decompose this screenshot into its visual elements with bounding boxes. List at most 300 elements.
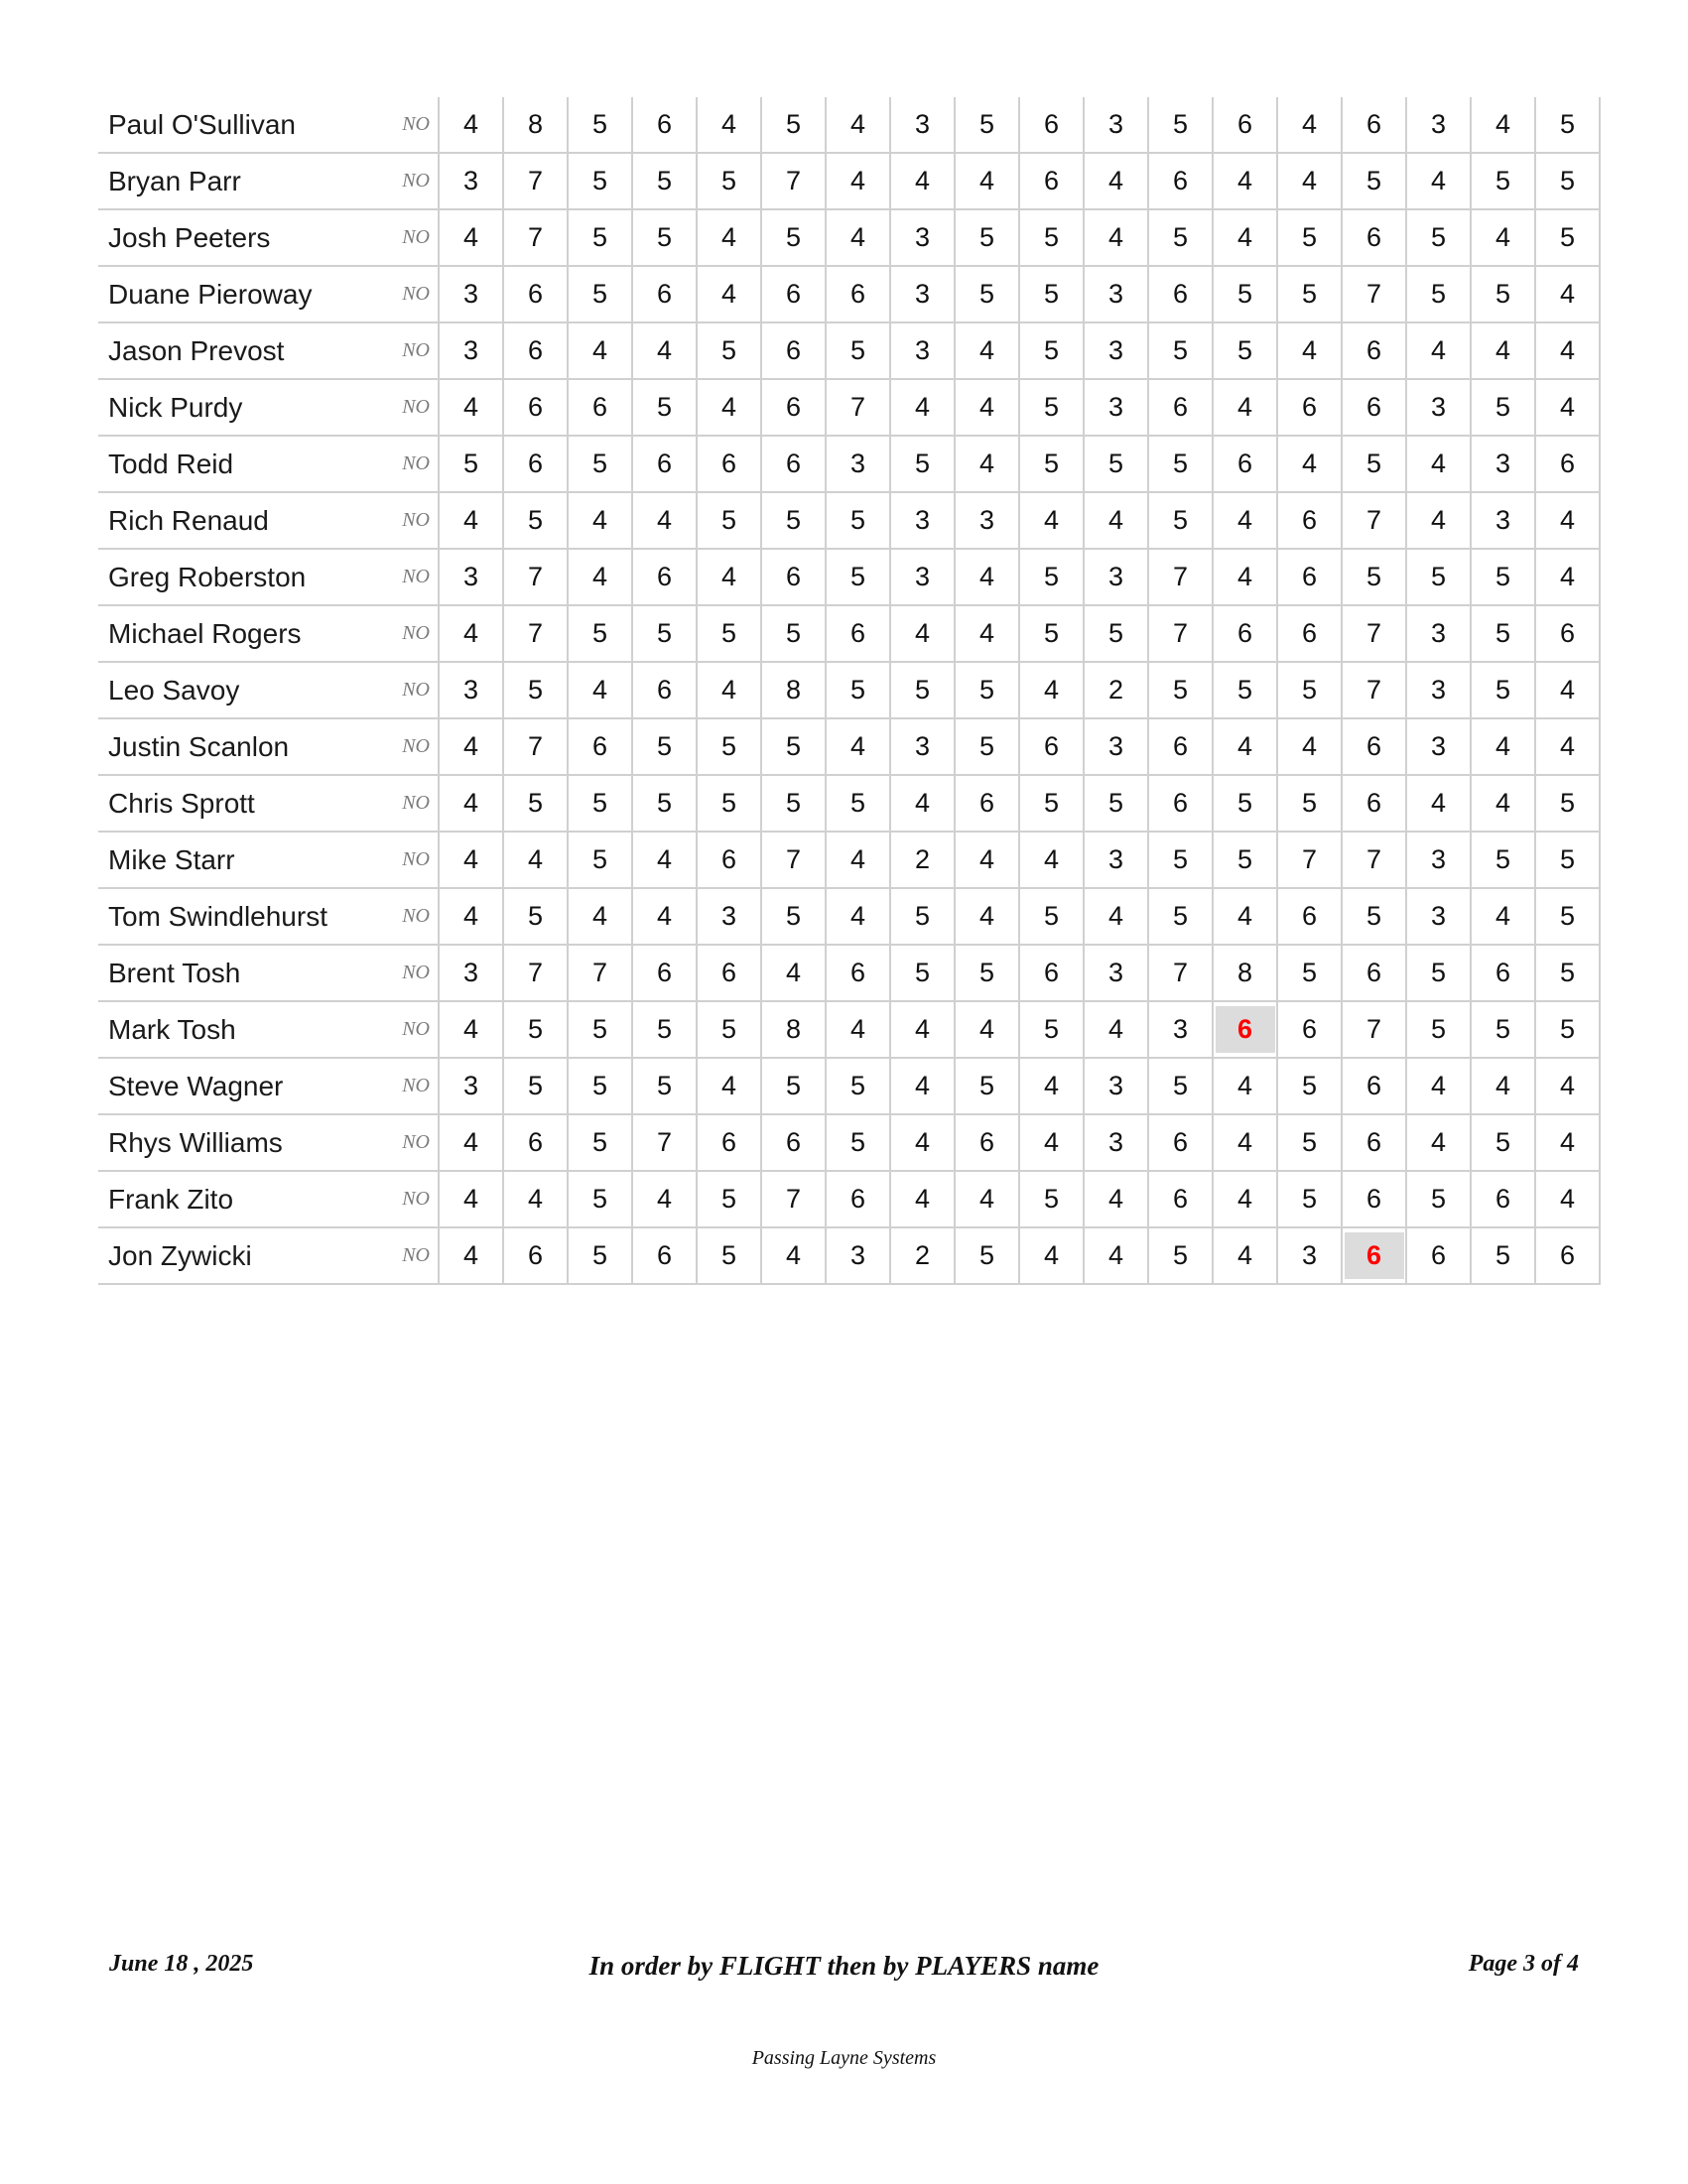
- hole-score-cell: [439, 888, 503, 945]
- hole-score: 4: [1494, 335, 1511, 365]
- hole-score-cell: [1019, 153, 1084, 209]
- hole-score-cell: [439, 266, 503, 322]
- hole-score-cell: [1342, 322, 1406, 379]
- hole-score: 6: [1365, 335, 1382, 365]
- hole-score: 2: [914, 844, 931, 874]
- hole-score-cell: [1342, 605, 1406, 662]
- hole-score: 4: [1559, 1184, 1576, 1214]
- hole-score: 6: [785, 392, 802, 422]
- hole-score: 6: [1365, 1127, 1382, 1157]
- hole-score-cell: [632, 209, 697, 266]
- hole-score: 4: [1430, 166, 1447, 195]
- hole-score-cell: [1471, 775, 1535, 832]
- hole-score: 4: [656, 844, 673, 874]
- hole-score-cell: [1342, 1001, 1406, 1058]
- hole-score-cell: [1535, 945, 1600, 1001]
- player-name: Brent Tosh: [98, 945, 342, 1001]
- hole-score-cell: [1148, 775, 1213, 832]
- hole-score: 4: [1107, 1014, 1124, 1044]
- hole-score: 3: [1107, 1071, 1124, 1100]
- hole-score: 5: [527, 505, 544, 535]
- hole-score-cell: [568, 379, 632, 436]
- hole-score: 4: [720, 222, 737, 252]
- hole-score: 6: [527, 1240, 544, 1270]
- player-name: Duane Pieroway: [98, 266, 342, 322]
- hole-score: 5: [849, 1071, 866, 1100]
- score-row: [98, 662, 1600, 718]
- hole-score-cell: [955, 945, 1019, 1001]
- hole-score: 6: [527, 279, 544, 309]
- hole-score-cell: [1277, 379, 1342, 436]
- hole-score: 5: [656, 222, 673, 252]
- hole-score: 4: [1236, 166, 1253, 195]
- hole-score: 4: [656, 1184, 673, 1214]
- hole-score-cell: [826, 97, 890, 153]
- hole-score: 5: [1494, 166, 1511, 195]
- player-name: Leo Savoy: [98, 662, 342, 718]
- hole-score-cell: [632, 1001, 697, 1058]
- hole-score-cell: [1471, 605, 1535, 662]
- player-flag: NO: [342, 379, 439, 436]
- hole-score-cell: [1213, 1114, 1277, 1171]
- hole-score: 7: [1365, 618, 1382, 648]
- hole-score: 5: [1172, 222, 1189, 252]
- hole-score: 5: [1494, 1127, 1511, 1157]
- hole-score: 5: [1043, 335, 1060, 365]
- hole-score-cell: [1342, 888, 1406, 945]
- hole-score: 5: [978, 109, 995, 139]
- hole-score: 5: [1559, 958, 1576, 987]
- player-name: Paul O'Sullivan: [98, 97, 342, 153]
- hole-score-cell: [1019, 1171, 1084, 1227]
- hole-score: 6: [849, 279, 866, 309]
- hole-score-cell: [568, 209, 632, 266]
- hole-score-cell: [439, 662, 503, 718]
- hole-score-cell: [568, 1227, 632, 1284]
- hole-score: 4: [462, 505, 479, 535]
- player-name: Nick Purdy: [98, 379, 342, 436]
- hole-score: 5: [591, 222, 608, 252]
- player-name: Tom Swindlehurst: [98, 888, 342, 945]
- hole-score-cell: [439, 1114, 503, 1171]
- score-row: [98, 832, 1600, 888]
- hole-score-cell: [632, 832, 697, 888]
- hole-score: 4: [1430, 1127, 1447, 1157]
- hole-score: 4: [849, 1014, 866, 1044]
- hole-score-cell: [1535, 1058, 1600, 1114]
- hole-score-cell: [1406, 379, 1471, 436]
- hole-score-cell: [1084, 549, 1148, 605]
- hole-score: 5: [591, 109, 608, 139]
- hole-score: 4: [1236, 1240, 1253, 1270]
- player-name: Jon Zywicki: [98, 1227, 342, 1284]
- hole-score-cell: [826, 662, 890, 718]
- hole-score: 6: [1172, 1127, 1189, 1157]
- hole-score-cell: [1213, 492, 1277, 549]
- hole-score: 4: [462, 222, 479, 252]
- hole-score-cell: [1019, 945, 1084, 1001]
- hole-score: 6: [1236, 449, 1253, 478]
- hole-score-cell: [1084, 775, 1148, 832]
- hole-score: 5: [785, 788, 802, 818]
- hole-score: 4: [1559, 505, 1576, 535]
- player-flag: NO: [342, 1227, 439, 1284]
- hole-score: 7: [1172, 618, 1189, 648]
- hole-score: 5: [1365, 449, 1382, 478]
- hole-score-cell: [439, 379, 503, 436]
- hole-score: 6: [1216, 1006, 1275, 1053]
- hole-score-cell: [761, 1001, 826, 1058]
- player-name: Justin Scanlon: [98, 718, 342, 775]
- hole-score: 5: [978, 731, 995, 761]
- hole-score-cell: [632, 888, 697, 945]
- score-row: [98, 97, 1600, 153]
- hole-score-cell: [1535, 1114, 1600, 1171]
- hole-score-cell: [1148, 266, 1213, 322]
- hole-score-cell: [1406, 775, 1471, 832]
- hole-score: 4: [978, 1014, 995, 1044]
- hole-score-cell: [761, 549, 826, 605]
- hole-score: 5: [1172, 335, 1189, 365]
- hole-score-cell: [761, 1058, 826, 1114]
- hole-score: 3: [849, 449, 866, 478]
- hole-score-cell: [890, 832, 955, 888]
- hole-score: 4: [1043, 844, 1060, 874]
- hole-score: 7: [527, 562, 544, 591]
- player-name: Frank Zito: [98, 1171, 342, 1227]
- hole-score: 6: [656, 562, 673, 591]
- hole-score-cell: [1148, 605, 1213, 662]
- hole-score-cell: [1277, 549, 1342, 605]
- hole-score-cell: [1084, 888, 1148, 945]
- hole-score-cell: [1213, 888, 1277, 945]
- hole-score: 4: [462, 731, 479, 761]
- hole-score: 5: [785, 222, 802, 252]
- hole-score-cell: [1084, 832, 1148, 888]
- hole-score-cell: [1277, 266, 1342, 322]
- hole-score: 4: [591, 562, 608, 591]
- hole-score-cell: [503, 266, 568, 322]
- hole-score-cell: [503, 97, 568, 153]
- hole-score-cell: [697, 97, 761, 153]
- hole-score-cell: [697, 266, 761, 322]
- hole-score-cell: [439, 718, 503, 775]
- hole-score-cell: [632, 945, 697, 1001]
- hole-score: 5: [978, 222, 995, 252]
- hole-score: 5: [720, 731, 737, 761]
- hole-score-cell: [1342, 832, 1406, 888]
- hole-score-cell: [632, 492, 697, 549]
- hole-score-cell: [503, 549, 568, 605]
- hole-score-cell: [761, 718, 826, 775]
- hole-score-cell: [1342, 549, 1406, 605]
- hole-score: 6: [1559, 618, 1576, 648]
- hole-score-cell: [1406, 718, 1471, 775]
- hole-score: 6: [1559, 449, 1576, 478]
- hole-score-cell: [761, 1114, 826, 1171]
- hole-score: 5: [849, 788, 866, 818]
- hole-score-cell: [1406, 662, 1471, 718]
- hole-score-cell: [761, 436, 826, 492]
- score-row: [98, 1171, 1600, 1227]
- hole-score: 4: [1494, 1071, 1511, 1100]
- hole-score: 4: [1236, 1127, 1253, 1157]
- hole-score: 4: [914, 166, 931, 195]
- hole-score: 6: [785, 562, 802, 591]
- hole-score: 3: [1107, 844, 1124, 874]
- hole-score: 5: [1301, 1127, 1318, 1157]
- hole-score-cell: [1471, 832, 1535, 888]
- hole-score-cell: [955, 492, 1019, 549]
- hole-score: 5: [720, 1014, 737, 1044]
- hole-score: 5: [1043, 1184, 1060, 1214]
- hole-score-cell: [1342, 153, 1406, 209]
- hole-score: 3: [849, 1240, 866, 1270]
- player-name: Jason Prevost: [98, 322, 342, 379]
- hole-score: 4: [1494, 731, 1511, 761]
- hole-score: 3: [1430, 618, 1447, 648]
- hole-score: 4: [1301, 109, 1318, 139]
- hole-score: 3: [914, 731, 931, 761]
- hole-score: 5: [914, 449, 931, 478]
- hole-score: 7: [785, 844, 802, 874]
- hole-score: 6: [720, 1127, 737, 1157]
- hole-score-cell: [1148, 1114, 1213, 1171]
- player-name: Todd Reid: [98, 436, 342, 492]
- hole-score-cell: [1019, 1058, 1084, 1114]
- hole-score-cell: [955, 322, 1019, 379]
- hole-score: 4: [1301, 731, 1318, 761]
- hole-score-cell: [1535, 153, 1600, 209]
- hole-score-cell: [1342, 97, 1406, 153]
- hole-score: 4: [591, 335, 608, 365]
- hole-score-cell: [503, 1227, 568, 1284]
- hole-score: 5: [1559, 788, 1576, 818]
- hole-score-cell: [697, 209, 761, 266]
- hole-score-cell: [1148, 1171, 1213, 1227]
- player-flag: NO: [342, 662, 439, 718]
- hole-score-cell: [1084, 1227, 1148, 1284]
- score-row: [98, 549, 1600, 605]
- hole-score-cell: [826, 945, 890, 1001]
- hole-score: 6: [1301, 505, 1318, 535]
- hole-score-cell: [890, 436, 955, 492]
- hole-score: 4: [1559, 731, 1576, 761]
- hole-score: 6: [1043, 731, 1060, 761]
- hole-score: 7: [527, 958, 544, 987]
- hole-score-cell: [955, 549, 1019, 605]
- score-row: [98, 266, 1600, 322]
- hole-score: 5: [1236, 279, 1253, 309]
- hole-score-cell: [1019, 322, 1084, 379]
- hole-score: 6: [1301, 618, 1318, 648]
- hole-score-cell: [568, 832, 632, 888]
- hole-score: 4: [1236, 562, 1253, 591]
- hole-score-cell: [1213, 549, 1277, 605]
- hole-score-cell: [1342, 1058, 1406, 1114]
- hole-score: 6: [591, 392, 608, 422]
- hole-score: 3: [720, 901, 737, 931]
- hole-score: 2: [914, 1240, 931, 1270]
- hole-score: 5: [914, 901, 931, 931]
- hole-score-cell: [1277, 492, 1342, 549]
- hole-score-cell: [826, 266, 890, 322]
- hole-score-cell: [1471, 888, 1535, 945]
- score-row: [98, 718, 1600, 775]
- hole-score: 6: [849, 618, 866, 648]
- hole-score: 5: [1043, 788, 1060, 818]
- hole-score-cell: [890, 945, 955, 1001]
- player-flag: NO: [342, 266, 439, 322]
- hole-score-cell: [761, 153, 826, 209]
- player-name: Michael Rogers: [98, 605, 342, 662]
- player-flag: NO: [342, 1001, 439, 1058]
- hole-score: 3: [462, 335, 479, 365]
- player-name: Josh Peeters: [98, 209, 342, 266]
- hole-score: 5: [720, 335, 737, 365]
- hole-score-cell: [1406, 1171, 1471, 1227]
- hole-score-cell: [1019, 549, 1084, 605]
- hole-score-cell: [1471, 945, 1535, 1001]
- hole-score: 4: [720, 279, 737, 309]
- hole-score-cell: [439, 775, 503, 832]
- score-row: [98, 379, 1600, 436]
- hole-score: 5: [1172, 1071, 1189, 1100]
- hole-score: 3: [978, 505, 995, 535]
- hole-score-cell: [761, 832, 826, 888]
- hole-score-cell: [1148, 549, 1213, 605]
- hole-score: 5: [527, 675, 544, 705]
- hole-score-cell: [890, 153, 955, 209]
- score-row: [98, 153, 1600, 209]
- hole-score-cell: [890, 605, 955, 662]
- hole-score: 3: [1107, 335, 1124, 365]
- score-table: [98, 97, 1601, 1285]
- hole-score-cell: [826, 718, 890, 775]
- hole-score: 5: [1559, 901, 1576, 931]
- hole-score-cell: [1277, 775, 1342, 832]
- hole-score-cell: [955, 97, 1019, 153]
- hole-score-cell: [1471, 379, 1535, 436]
- hole-score: 4: [978, 449, 995, 478]
- hole-score-cell: [1019, 436, 1084, 492]
- hole-score-cell: [1148, 153, 1213, 209]
- hole-score-cell: [632, 1114, 697, 1171]
- hole-score-cell: [826, 209, 890, 266]
- hole-score: 5: [527, 788, 544, 818]
- hole-score: 5: [656, 618, 673, 648]
- hole-score-cell: [826, 888, 890, 945]
- player-flag: NO: [342, 605, 439, 662]
- hole-score: 4: [785, 1240, 802, 1270]
- hole-score: 4: [1430, 505, 1447, 535]
- hole-score-cell: [1406, 832, 1471, 888]
- hole-score: 6: [527, 449, 544, 478]
- hole-score-cell: [568, 549, 632, 605]
- hole-score-cell: [1148, 492, 1213, 549]
- hole-score: 6: [1365, 1184, 1382, 1214]
- player-flag: NO: [342, 718, 439, 775]
- hole-score: 4: [462, 1014, 479, 1044]
- hole-score: 5: [1043, 1014, 1060, 1044]
- hole-score-cell: [826, 322, 890, 379]
- hole-score-cell: [568, 97, 632, 153]
- hole-score: 7: [1365, 675, 1382, 705]
- hole-score: 4: [720, 675, 737, 705]
- hole-score-cell: [697, 322, 761, 379]
- hole-score: 5: [1301, 788, 1318, 818]
- hole-score: 4: [1236, 392, 1253, 422]
- hole-score-cell: [1535, 209, 1600, 266]
- hole-score: 4: [527, 1184, 544, 1214]
- hole-score-cell: [1406, 888, 1471, 945]
- hole-score-cell: [761, 379, 826, 436]
- hole-score: 3: [1107, 279, 1124, 309]
- hole-score: 6: [1365, 109, 1382, 139]
- hole-score-cell: [697, 379, 761, 436]
- hole-score: 6: [527, 392, 544, 422]
- hole-score-cell: [568, 266, 632, 322]
- hole-score-cell: [1471, 718, 1535, 775]
- hole-score-cell: [568, 775, 632, 832]
- hole-score-cell: [1277, 605, 1342, 662]
- hole-score: 4: [914, 1071, 931, 1100]
- hole-score: 3: [914, 505, 931, 535]
- hole-score: 6: [1172, 279, 1189, 309]
- hole-score-cell: [1277, 718, 1342, 775]
- hole-score: 4: [978, 392, 995, 422]
- hole-score: 5: [914, 675, 931, 705]
- hole-score-cell: [1406, 605, 1471, 662]
- hole-score: 4: [1301, 166, 1318, 195]
- player-flag: NO: [342, 1114, 439, 1171]
- hole-score-cell: [955, 1001, 1019, 1058]
- hole-score-cell: [1342, 436, 1406, 492]
- hole-score: 3: [914, 222, 931, 252]
- hole-score: 5: [527, 1071, 544, 1100]
- hole-score-cell: [1019, 1227, 1084, 1284]
- hole-score: 5: [1494, 844, 1511, 874]
- hole-score-cell: [503, 322, 568, 379]
- hole-score: 5: [1107, 788, 1124, 818]
- hole-score-cell: [1019, 1114, 1084, 1171]
- hole-score: 4: [849, 731, 866, 761]
- hole-score-cell: [1471, 549, 1535, 605]
- hole-score: 5: [1043, 618, 1060, 648]
- hole-score: 4: [1043, 1240, 1060, 1270]
- hole-score: 5: [1494, 562, 1511, 591]
- hole-score: 4: [1559, 392, 1576, 422]
- hole-score-cell: [955, 1058, 1019, 1114]
- hole-score-cell: [1471, 97, 1535, 153]
- hole-score: 5: [1430, 958, 1447, 987]
- hole-score: 6: [1494, 1184, 1511, 1214]
- hole-score: 7: [1365, 1014, 1382, 1044]
- hole-score: 4: [591, 901, 608, 931]
- hole-score: 5: [1043, 901, 1060, 931]
- player-flag: NO: [342, 1058, 439, 1114]
- hole-score-cell: [1535, 662, 1600, 718]
- score-row: [98, 888, 1600, 945]
- hole-score-cell: [761, 492, 826, 549]
- hole-score: 5: [1043, 279, 1060, 309]
- hole-score: 5: [591, 449, 608, 478]
- hole-score-cell: [1019, 379, 1084, 436]
- hole-score-cell: [1406, 492, 1471, 549]
- hole-score: 5: [1430, 1184, 1447, 1214]
- hole-score: 6: [1043, 109, 1060, 139]
- hole-score: 6: [1301, 901, 1318, 931]
